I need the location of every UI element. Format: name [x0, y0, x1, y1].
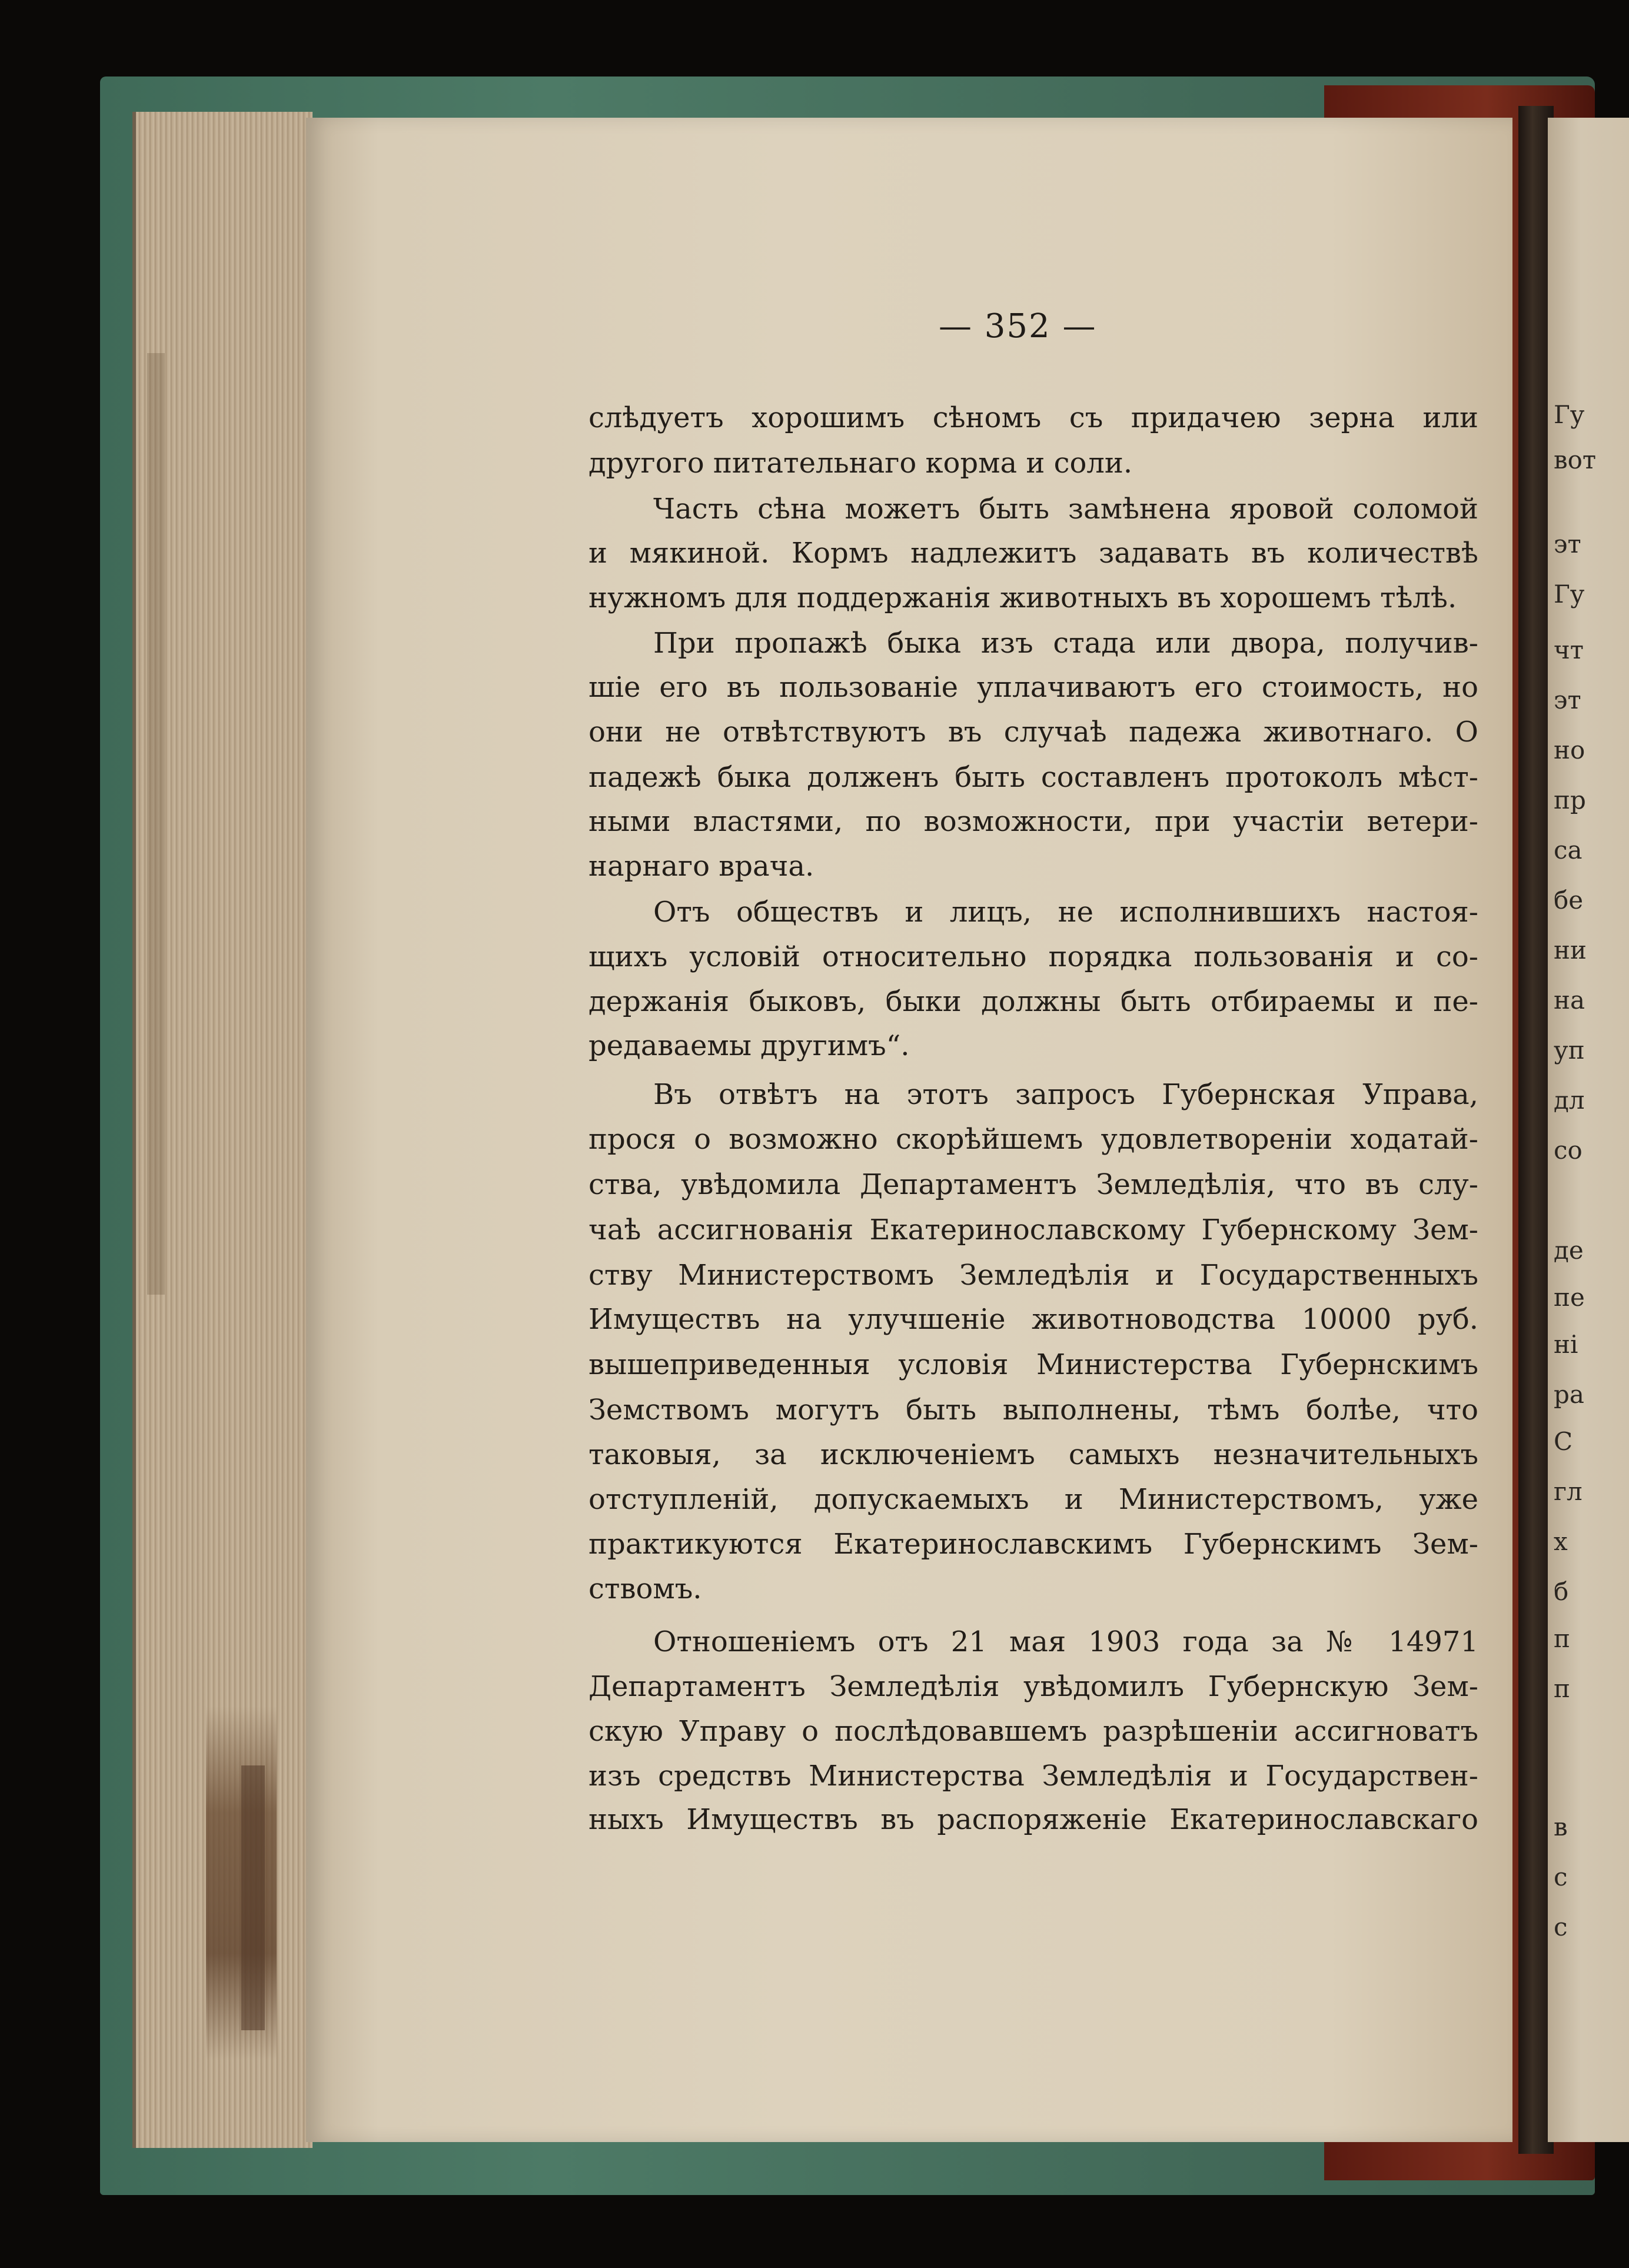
- text-line: редаваемы другимъ“.: [589, 1029, 910, 1062]
- text-line: Часть сѣна можетъ быть замѣнена яровой соломой: [653, 493, 1478, 526]
- next-page-line: пе: [1554, 1283, 1585, 1312]
- next-page-line: эт: [1554, 686, 1581, 714]
- text-line: ными властями, по возможности, при участіи ветери-: [589, 805, 1478, 838]
- next-page-line: но: [1554, 736, 1585, 764]
- text-line: изъ средствъ Министерства Земледѣлія и Государствен-: [589, 1760, 1478, 1793]
- next-page-line: вот: [1554, 445, 1597, 474]
- next-page-line: уп: [1554, 1036, 1585, 1065]
- edge-stain: [147, 353, 165, 1295]
- next-page-line: ні: [1554, 1330, 1578, 1359]
- text-line: Отъ обществъ и лицъ, не исполнившихъ настоя-: [653, 896, 1478, 929]
- text-line: прося о возможно скорѣйшемъ удовлетвореніи ходатай-: [589, 1123, 1478, 1156]
- next-page-line: на: [1554, 986, 1585, 1015]
- next-page-line: са: [1554, 836, 1583, 864]
- text-line: чаѣ ассигнованія Екатеринославскому Губернскому Зем-: [589, 1213, 1478, 1246]
- next-page-line: эт: [1554, 530, 1581, 558]
- text-line: слѣдуетъ хорошимъ сѣномъ съ придачею зерна или: [589, 401, 1478, 434]
- next-page-line: п: [1554, 1674, 1570, 1703]
- next-page-line: с: [1554, 1863, 1568, 1891]
- text-line: другого питательнаго корма и соли.: [589, 447, 1133, 480]
- text-line: падежѣ быка долженъ быть составленъ протоколъ мѣст-: [589, 761, 1478, 794]
- text-line: щихъ условій относительно порядка пользованія и со-: [589, 940, 1478, 973]
- text-line: Департаментъ Земледѣлія увѣдомилъ Губернскую Зем-: [589, 1670, 1478, 1703]
- next-page-line: пр: [1554, 786, 1586, 814]
- text-line: ства, увѣдомила Департаментъ Земледѣлія, что въ слу-: [589, 1168, 1478, 1201]
- text-line: практикуются Екатеринославскимъ Губернскимъ Зем-: [589, 1528, 1478, 1561]
- text-line: шіе его въ пользованіе уплачиваютъ его стоимость, но: [589, 671, 1478, 704]
- next-page-line: С: [1554, 1427, 1573, 1456]
- text-line: скую Управу о послѣдовавшемъ разрѣшеніи ассигноватъ: [589, 1715, 1478, 1748]
- text-line: ству Министерствомъ Земледѣлія и Государственныхъ: [589, 1259, 1478, 1292]
- text-line: При пропажѣ быка изъ стада или двора, получив-: [653, 627, 1478, 660]
- next-page-line: х: [1554, 1527, 1568, 1556]
- next-page-line: в: [1554, 1813, 1568, 1841]
- page-number: — 352 —: [939, 307, 1097, 345]
- text-line: вышеприведенныя условія Министерства Губернскимъ: [589, 1348, 1478, 1381]
- next-page-line: гл: [1554, 1477, 1583, 1506]
- next-page-line: п: [1554, 1624, 1570, 1653]
- next-page-line: ни: [1554, 936, 1587, 965]
- next-page-line: ра: [1554, 1380, 1584, 1409]
- text-line: они не отвѣтствуютъ въ случаѣ падежа животнаго. О: [589, 716, 1478, 749]
- edge-stain: [241, 1765, 265, 2030]
- next-page-line: б: [1554, 1577, 1569, 1606]
- text-line: Земствомъ могутъ быть выполнены, тѣмъ болѣе, что: [589, 1394, 1478, 1426]
- text-line: ствомъ.: [589, 1572, 702, 1605]
- next-page-line: дл: [1554, 1086, 1585, 1115]
- text-line: и мякиной. Кормъ надлежитъ задавать въ количествѣ: [589, 537, 1478, 570]
- next-page-line: с: [1554, 1913, 1568, 1941]
- next-page-line: бе: [1554, 886, 1584, 914]
- text-line: нарнаго врача.: [589, 850, 814, 883]
- next-page-line: де: [1554, 1236, 1584, 1265]
- text-line: держанія быковъ, быки должны быть отбираемы и пе-: [589, 985, 1478, 1018]
- text-line: Имуществъ на улучшеніе животноводства 10000 руб.: [589, 1303, 1478, 1336]
- next-page-line: Гу: [1554, 580, 1585, 608]
- next-page-line: Гу: [1554, 400, 1585, 429]
- text-line: ныхъ Имуществъ въ распоряженіе Екатеринославскаго: [589, 1803, 1478, 1836]
- next-page-line: со: [1554, 1136, 1583, 1165]
- text-line: Въ отвѣтъ на этотъ запросъ Губернская Управа,: [653, 1078, 1478, 1111]
- next-page-line: чт: [1554, 636, 1584, 664]
- text-line: Отношеніемъ отъ 21 мая 1903 года за № 14971: [653, 1625, 1478, 1658]
- text-line: отступленій, допускаемыхъ и Министерствомъ, уже: [589, 1483, 1478, 1516]
- text-line: нужномъ для поддержанія животныхъ въ хорошемъ тѣлѣ.: [589, 581, 1457, 614]
- text-line: таковыя, за исключеніемъ самыхъ незначительныхъ: [589, 1438, 1478, 1471]
